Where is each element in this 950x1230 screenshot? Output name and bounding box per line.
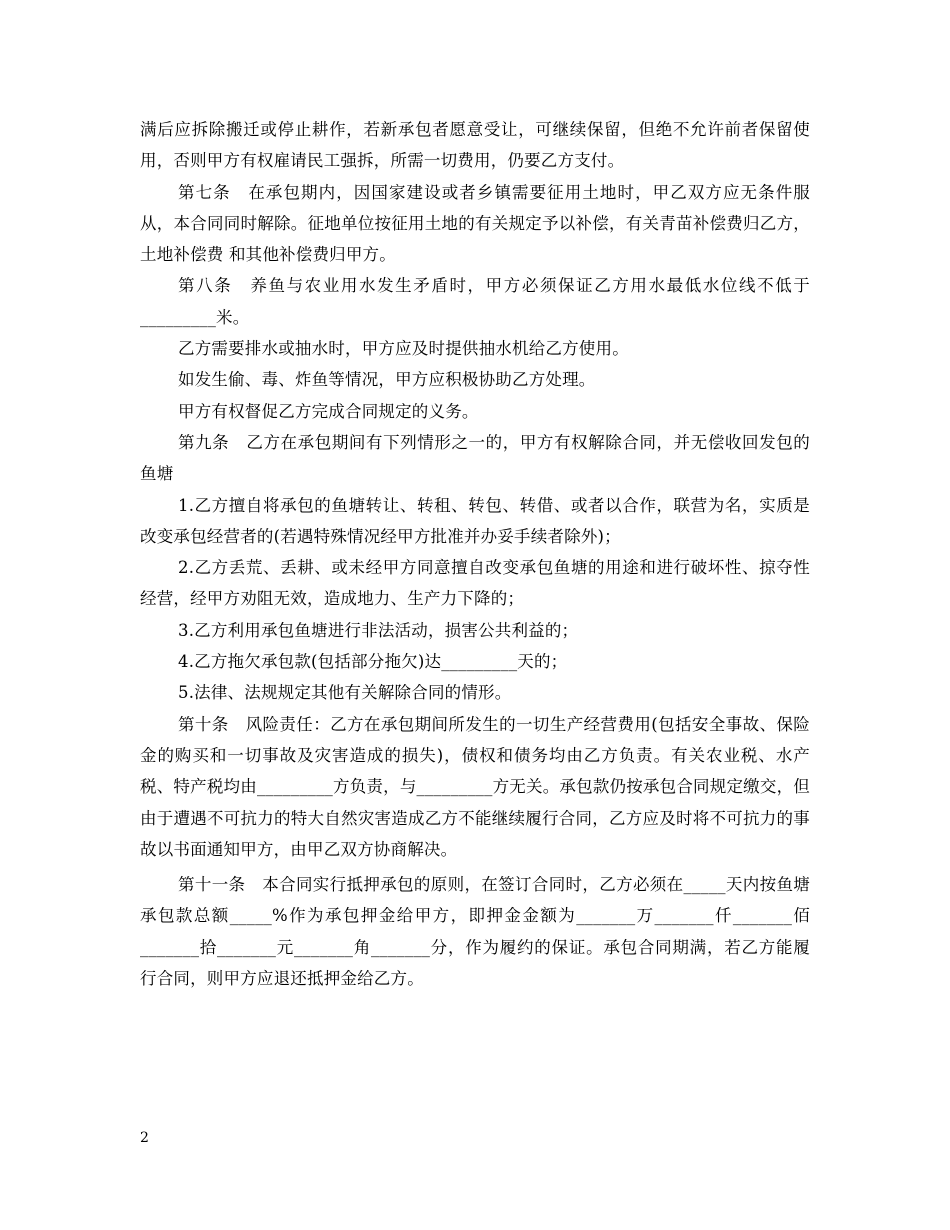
page-number: 2 [140,1130,149,1146]
list-item-4: 4.乙方拖欠承包款(包括部分拖欠)达_________天的； [178,652,568,672]
list-item-1: 1.乙方擅自将承包的鱼塘转让、转租、转包、转借、或者以合作，联营为名，实质是改变承包经营者的(若遇特殊情况经甲方批准并办妥手续者除外)； [140,495,810,546]
paragraph-drainage: 乙方需要排水或抽水时，甲方应及时提供抽水机给乙方使用。 [178,339,629,359]
paragraph-supervise: 甲方有权督促乙方完成合同规定的义务。 [178,401,479,421]
paragraph-theft: 如发生偷、毒、炸鱼等情况，甲方应积极协助乙方处理。 [178,370,596,390]
paragraph-article-7: 第七条 在承包期内，因国家建设或者乡镇需要征用土地时，甲乙双方应无条件服从，本合同同时解除。征地单位按征用土地的有关规定予以补偿，有关青苗补偿费归乙方，土地补偿费 和其他补偿费归甲方。 [140,182,810,265]
document-body [140,114,810,994]
paragraph-article-10: 第十条 风险责任：乙方在承包期间所发生的一切生产经营费用(包括安全事故、保险金的购买和一切事故及灾害造成的损失)，债权和债务均由乙方负责。有关农业税、水产税、特产税均由_________方负责，与_________方无关。承包款仍按承包合同规定缴交，但由于遭遇不可抗力的特大自然灾害造成乙方不能继续履行合同，乙方应及时将不可抗力的事故以书面通知甲方，由甲乙双方协商解决。 [140,714,810,859]
paragraph-article-9: 第九条 乙方在承包期间有下列情形之一的，甲方有权解除合同，并无偿收回发包的鱼塘 [140,432,810,484]
paragraph-continuation: 满后应拆除搬迁或停止耕作，若新承包者愿意受让，可继续保留，但绝不允许前者保留使用，否则甲方有权雇请民工强拆，所需一切费用，仍要乙方支付。 [140,120,810,171]
paragraph-article-11: 第十一条 本合同实行抵押承包的原则，在签订合同时，乙方必须在_____天内按鱼塘承包款总额_____%作为承包押金给甲方，即押金金额为_______万_______仟_______佰_______拾_______元_______角_______分，作为履约的保证。承包合同期满，若乙方能履行合同，则甲方应退还抵押金给乙方。 [140,875,810,989]
list-item-2: 2.乙方丢荒、丢耕、或未经甲方同意擅自改变承包鱼塘的用途和进行破坏性、掠夺性经营，经甲方劝阻无效，造成地力、生产力下降的； [140,558,810,609]
list-item-3: 3.乙方利用承包鱼塘进行非法活动，损害公共利益的； [178,620,579,640]
list-item-5: 5.法律、法规规定其他有关解除合同的情形。 [178,683,512,703]
paragraph-article-8: 第八条 养鱼与农业用水发生矛盾时，甲方必须保证乙方用水最低水位线不低于_________米。 [140,276,810,327]
